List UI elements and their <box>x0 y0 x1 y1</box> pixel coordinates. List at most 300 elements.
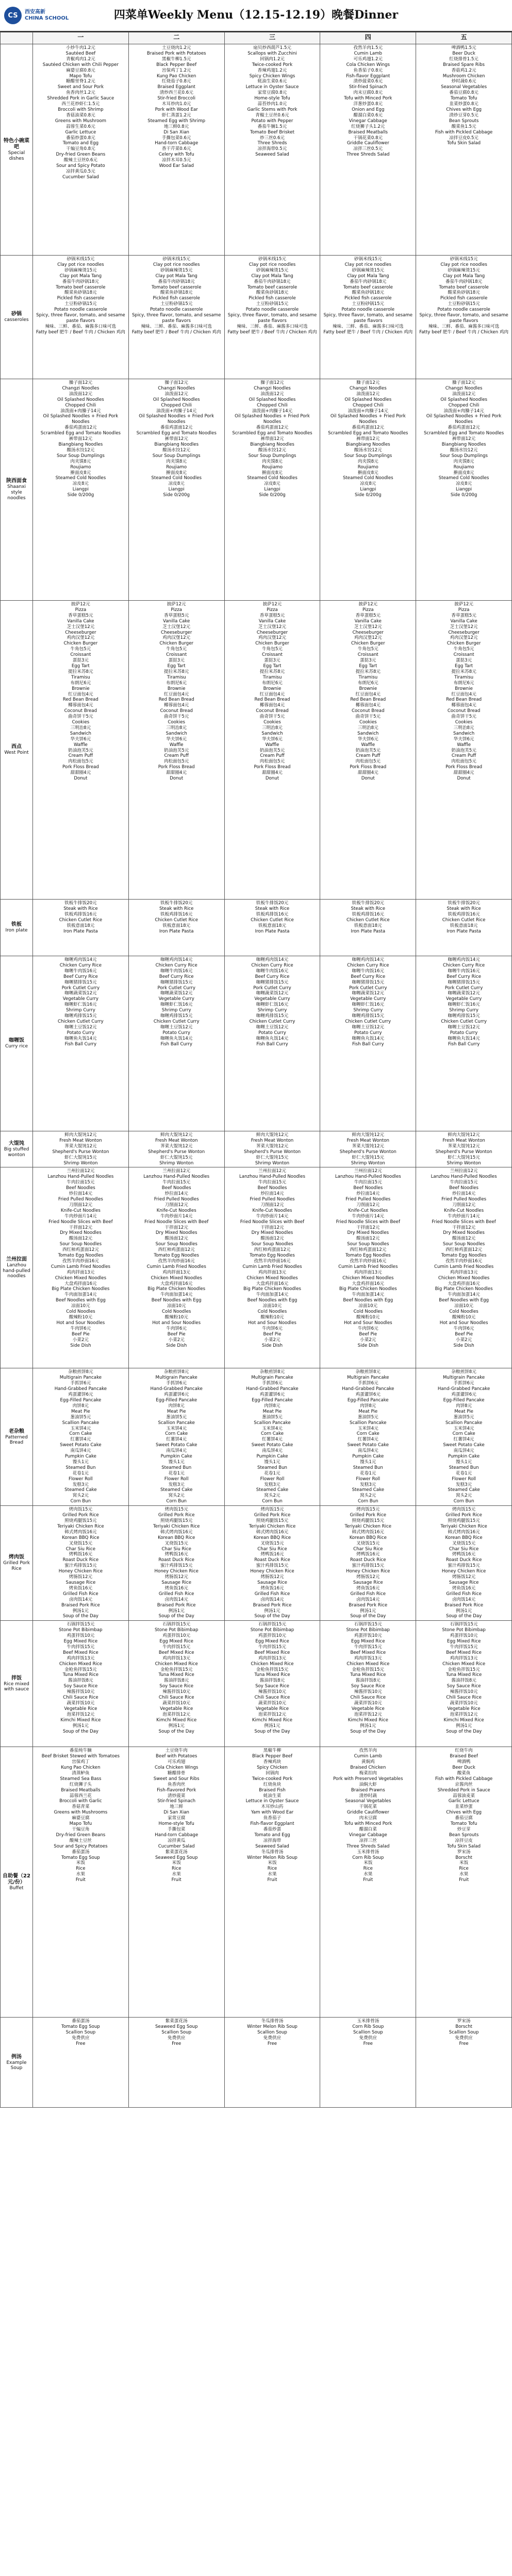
menu-item-line: 黄焖鸡 <box>361 1759 375 1765</box>
menu-item-line: Grilled Fish Rice <box>158 1591 194 1597</box>
menu-item-line: Egg Mixed Rice <box>447 1639 481 1645</box>
menu-item-line: 木耳炒山药 <box>261 1804 284 1810</box>
menu-item-line: Chives with Egg <box>446 1810 482 1816</box>
menu-item-line: Scallion Soup <box>257 2030 287 2036</box>
menu-item-line: Biangbiang Noodles <box>250 442 294 447</box>
menu-item-line: 烤鱼饭16元 <box>356 1585 380 1591</box>
menu-item-line: 大盘鸡拌面16元 <box>256 1281 289 1286</box>
menu-item-line: 香干芹菜0.6元 <box>161 146 191 152</box>
menu-item-line: Roast Duck Rice <box>254 1557 290 1563</box>
menu-cell <box>320 2018 416 2108</box>
menu-item-line: Sausage Rice <box>161 1580 192 1585</box>
menu-item-line: 三明治8元 <box>357 725 378 731</box>
menu-item-line: Tomato beef casserole <box>247 284 298 290</box>
menu-item-line: 水果 <box>76 1872 85 1877</box>
menu-item-line: Fried Noodle Slices with Beef <box>336 1219 400 1225</box>
menu-item-line: Sautéed Chicken with Chili Pepper <box>42 62 119 67</box>
menu-cell <box>416 256 512 379</box>
menu-item-line: 番茄豆腐0.8元 <box>449 90 478 96</box>
menu-item-line: 牛肉拌饭15元 <box>67 1644 95 1650</box>
menu-item-line: Beef Curry Rice <box>63 974 98 979</box>
menu-item-line: Cold Noodles <box>162 1309 191 1315</box>
menu-item-line: Shrimp Curry <box>449 1008 479 1013</box>
menu-item-line: 辣酱拌饭10元 <box>450 1689 478 1695</box>
menu-item-line: Seaweed Egg Soup <box>155 2024 198 2030</box>
menu-item-line: Pork Floss Bread <box>350 765 387 770</box>
menu-item-line: Cumin Lamb Fried Noodles <box>338 1264 398 1269</box>
menu-item-line: 肉饼8元 <box>264 1403 280 1409</box>
menu-item-line: 酱油拌饭8元 <box>355 1678 381 1684</box>
menu-item-line: 石锅拌饭15元 <box>162 1622 191 1628</box>
menu-item-line: Fried Pulled Noodles <box>58 1196 103 1202</box>
menu-item-line: 炒拉面14元 <box>164 1191 188 1197</box>
menu-item-line: 鸡肉拌饭13元 <box>450 1655 478 1661</box>
menu-item-line: Beef Curry Rice <box>255 974 290 979</box>
menu-item-line: 布朗尼6元 <box>262 680 283 686</box>
menu-item-line: 酸菜鱼1.5元 <box>451 124 476 129</box>
menu-section-row <box>1 1621 512 1747</box>
menu-item-line: Donut <box>74 776 88 782</box>
menu-item-line: Scallion Soup <box>161 2030 192 2036</box>
menu-cell <box>416 956 512 1131</box>
menu-item-line: 凉皮8元 <box>264 481 280 487</box>
menu-item-line: Fresh Meat Wonton <box>59 1138 102 1143</box>
menu-item-line: Chicken Cutlet Curry <box>249 1019 295 1024</box>
menu-item-line: Rice <box>76 1866 86 1872</box>
menu-item-line: 辣酱拌饭10元 <box>258 1689 286 1695</box>
menu-item-line: 窝头2元 <box>264 1493 280 1499</box>
menu-item-line: 土豆粉砂锅15元 <box>448 301 480 307</box>
section-label-en: West Point <box>4 750 29 756</box>
menu-item-line: 奶油泡芙5元 <box>259 748 285 753</box>
menu-item-line: 烤肠饭12元 <box>260 1574 284 1580</box>
menu-item-line: 烤肠饭12元 <box>164 1574 188 1580</box>
menu-item-line: Oil Splashed Noodles + Fried Pork <box>330 414 406 419</box>
menu-item-line: Changzi Noodles <box>349 385 387 391</box>
menu-item-line: 蔬菜拌饭10元 <box>450 1701 478 1706</box>
menu-item-line: Brownie <box>167 686 186 691</box>
menu-item-line: Steamed Cake <box>256 1487 289 1493</box>
school-logo-icon: CS <box>4 7 22 24</box>
menu-item-line: 酸汤水饺12元 <box>258 447 286 453</box>
menu-item-line: 咖喱土豆饭12元 <box>64 1024 97 1030</box>
menu-item-line: 兰州拉面12元 <box>162 1168 191 1174</box>
menu-item-line: 奶油泡芙5元 <box>68 748 93 753</box>
menu-item-line: 铁板牛排饭20元 <box>352 901 385 906</box>
menu-item-line: 擀面皮8元 <box>453 470 474 476</box>
menu-item-line: Fried Pulled Noodles <box>441 1196 487 1202</box>
menu-cell <box>128 900 224 956</box>
menu-item-line: Clay pot Mala Tang <box>59 273 102 279</box>
menu-item-line: 可乐鸡翅1.2元 <box>353 56 383 62</box>
menu-item-line: 擀面皮8元 <box>357 470 378 476</box>
menu-item-line: Lanzhou Hand-Pulled Noodles <box>431 1174 497 1180</box>
menu-item-line: 蔬菜拌饭10元 <box>258 1701 286 1706</box>
menu-item-line: Corn Bun <box>70 1499 91 1504</box>
menu-item-line: 干拌面12元 <box>69 1225 93 1230</box>
menu-item-line: Beef Curry Rice <box>159 974 194 979</box>
menu-item-line: 酸辣土豆丝 <box>69 1838 92 1843</box>
menu-item-line: Kimchi Mixed Rice <box>443 1717 484 1723</box>
menu-item-line: Changzi Noodles <box>445 385 483 391</box>
menu-item-line: Sour Soup Noodles <box>251 1242 293 1247</box>
menu-item-line: Fatty beef 肥牛 / Beef 牛肉 / Chicken 鸡肉 <box>227 329 317 335</box>
menu-item-line: 石锅拌饭15元 <box>450 1622 478 1628</box>
menu-item-line: 香菇鸡1.2元 <box>451 67 476 73</box>
menu-item-line: 刀削面12元 <box>260 1202 284 1208</box>
menu-item-line: 布朗尼6元 <box>70 680 91 686</box>
menu-item-line: Cheeseburger <box>448 630 480 635</box>
menu-item-line: 叉烧饭15元 <box>356 1540 380 1546</box>
menu-cell <box>224 1506 320 1621</box>
menu-item-line: 发糕3元 <box>72 1482 89 1487</box>
menu-item-line: 香辣鸡翅1.2元 <box>257 67 287 73</box>
menu-item-line: Pizza <box>267 607 278 613</box>
menu-item-line: Fatty beef 肥牛 / Beef 牛肉 / Chicken 鸡肉 <box>36 329 125 335</box>
menu-item-line: Hand-Grabbed Pancake <box>437 1386 490 1392</box>
menu-item-line: Tomato beef casserole <box>152 284 202 290</box>
menu-item-line: Broccoli with Garlic <box>59 1799 102 1804</box>
menu-item-line: 酸汤水饺12元 <box>354 447 382 453</box>
menu-item-line: Big Plate Chicken Noodles <box>435 1286 493 1292</box>
menu-item-line: 免费供应 <box>359 2036 377 2041</box>
menu-item-line: Sweet Potato Cake <box>443 1443 485 1448</box>
menu-item-line: Braised Pork with Potatoes <box>146 50 206 56</box>
menu-item-line: 甜甜圈4元 <box>166 770 187 776</box>
menu-item-line: 手抓饼6元 <box>70 1381 91 1386</box>
menu-item-line: 发糕3元 <box>168 1482 185 1487</box>
menu-item-line: Roast Duck Rice <box>62 1557 99 1563</box>
menu-item-line: Tomato Egg Noodles <box>250 1253 295 1259</box>
menu-item-line: 虾仁大馄饨15元 <box>352 1155 385 1160</box>
menu-item-line: Steak with Rice <box>351 906 385 911</box>
menu-item-line: Corn Cake <box>165 1431 188 1437</box>
menu-item-line: 咖喱鸡排饭15元 <box>256 1013 289 1019</box>
menu-item-line: Tomato Tofu <box>450 96 477 101</box>
menu-item-line: Knife-Cut Noodles <box>156 1208 196 1213</box>
menu-item-line: Grilled Fish Rice <box>254 1591 290 1597</box>
menu-cell <box>224 1131 320 1167</box>
menu-item-line: Egg Tart <box>359 663 377 669</box>
menu-item-line: Cold Noodles <box>449 1309 478 1315</box>
menu-item-line: Corn Rib Soup <box>352 2024 384 2030</box>
menu-item-line: 油泼面+肉臊子14元 <box>443 408 484 414</box>
menu-item-line: Roast Duck Rice <box>158 1557 194 1563</box>
menu-item-line: Side Dish <box>261 1343 283 1348</box>
menu-item-line: Grilled Fish Rice <box>350 1591 386 1597</box>
menu-item-line: 窝头2元 <box>72 1493 89 1499</box>
menu-item-line: Side Dish <box>453 1343 474 1348</box>
menu-cell <box>320 256 416 379</box>
menu-item-line: Vanilla Cake <box>258 618 286 624</box>
menu-item-line: Hot and Sour Noodles <box>248 1320 296 1326</box>
menu-item-line: Chicken Mixed Noodles <box>438 1275 490 1281</box>
menu-item-line: Kimchi Mixed Rice <box>348 1717 388 1723</box>
menu-item-line: Pizza <box>171 607 183 613</box>
menu-item-line: Sour Soup Dumplings <box>56 453 105 459</box>
menu-item-line: 糖醋排骨 <box>168 1770 186 1776</box>
menu-item-line: 清炒时蔬 <box>359 1793 377 1799</box>
menu-item-line: 番茄鸡蛋面12元 <box>64 425 97 431</box>
menu-item-line: Biangbiang Noodles <box>441 442 486 447</box>
menu-item-line: Scrambled Egg and Tomato Noodles <box>40 431 121 436</box>
menu-item-line: 清炒豆芽0.5元 <box>449 112 478 118</box>
menu-item-line: 水果 <box>172 1872 181 1877</box>
menu-item-line: 孜然羊肉1.5元 <box>353 45 383 50</box>
menu-item-line: Chicken Curry Rice <box>442 962 485 968</box>
menu-item-line: 肉松面包5元 <box>163 759 189 765</box>
menu-item-line: 孜然羊肉炒面16元 <box>158 1258 195 1264</box>
menu-item-line: Cucumber Salad <box>158 1843 195 1849</box>
menu-item-line: Sandwich <box>70 731 91 736</box>
menu-item-line: Lettuce in Oyster Sauce <box>245 1799 299 1804</box>
menu-item-line: Noodles <box>167 419 186 425</box>
menu-cell <box>416 1506 512 1621</box>
menu-item-line: Tomato Egg Noodles <box>154 1253 200 1259</box>
menu-item-line: 香辣鸡块 <box>263 1759 282 1765</box>
menu-item-line: 土豆粉砂锅15元 <box>256 301 289 307</box>
menu-item-line: 馒头1元 <box>264 1459 280 1465</box>
menu-item-line: 砂锅米线15元 <box>258 257 286 262</box>
menu-item-line: 例汤1元 <box>360 1723 376 1728</box>
menu-item-line: Scallion Pancake <box>445 1420 483 1426</box>
menu-item-line: 咖喱鸡排饭15元 <box>448 1013 480 1019</box>
menu-item-line: Tuna Mixed Rice <box>158 1672 194 1678</box>
menu-item-line: Tofu with Minced Pork <box>344 1821 392 1827</box>
menu-section-row <box>1 379 512 601</box>
menu-item-line: 冬瓜排骨汤 <box>261 2019 284 2024</box>
menu-item-line: 金枪鱼拌饭15元 <box>448 1667 480 1672</box>
menu-item-line: 罗宋汤 <box>457 2019 471 2024</box>
menu-item-line: 牛肉拌饭15元 <box>450 1644 478 1650</box>
menu-item-line: Chicken Curry Rice <box>155 962 197 968</box>
menu-cell <box>416 1131 512 1167</box>
menu-item-line: Fruit <box>267 1877 277 1883</box>
menu-item-line: 蜜汁鸡排饭15元 <box>352 1563 385 1569</box>
menu-item-line: Soup of the Day <box>62 1614 98 1619</box>
menu-item-line: Di San Xian <box>163 129 189 135</box>
menu-item-line: Chicken Curry Rice <box>251 962 293 968</box>
menu-item-line: Waffle <box>361 742 375 748</box>
menu-item-line: 烤肠饭12元 <box>356 1574 380 1580</box>
menu-item-line: Flower Roll <box>356 1476 381 1482</box>
menu-cell <box>33 900 129 956</box>
menu-item-line: 米饭 <box>459 1860 469 1866</box>
menu-item-line: Cream Puff <box>451 753 476 759</box>
menu-item-line: Kung Pao Chicken <box>61 1765 101 1771</box>
menu-item-line: 番茄炖牛腩 <box>69 1748 92 1754</box>
menu-item-line: Red Bean Bread <box>158 697 194 703</box>
menu-item-line: 番茄牛肉砂锅18元 <box>158 279 195 284</box>
menu-item-line: Roujiamo <box>453 464 474 470</box>
menu-item-line: 韩式烤肉饭16元 <box>448 1529 480 1535</box>
menu-item-line: 砂锅米线15元 <box>354 257 382 262</box>
menu-item-line: Stir-fried Spinach <box>349 84 387 90</box>
menu-item-line: 华夫饼6元 <box>166 736 187 742</box>
menu-item-line: 铁板意面18元 <box>67 923 95 928</box>
menu-item-line: Beef Noodles with Egg <box>439 1298 489 1303</box>
section-label-en: Shaanxi style noodles <box>7 484 26 501</box>
menu-item-line: 咖喱鸡排饭15元 <box>160 1013 193 1019</box>
menu-item-line: Braised Spare Ribs <box>443 62 485 67</box>
menu-item-line: Sour Soup Noodles <box>442 1242 485 1247</box>
menu-item-line: Three Shreds <box>257 141 287 146</box>
menu-item-line: Cumin Lamb <box>354 50 382 56</box>
menu-item-line: Pumpkin Cake <box>64 1454 96 1460</box>
menu-item-line: 葱油饼5元 <box>453 1414 474 1420</box>
menu-item-line: 咖喱鱼丸饭14元 <box>160 1036 193 1041</box>
menu-item-line: 醋溜白菜 <box>359 1827 377 1832</box>
menu-item-line: Korean BBQ Rice <box>349 1535 387 1540</box>
menu-item-line: Braised Meatballs <box>348 129 388 135</box>
menu-item-line: Hand-Grabbed Pancake <box>150 1386 203 1392</box>
menu-item-line: 红烧鱼块 <box>263 1782 282 1787</box>
menu-item-line: 椰蓉面包4元 <box>259 703 285 708</box>
menu-item-line: Soup of the Day <box>62 1728 98 1734</box>
menu-cell <box>224 1747 320 2018</box>
menu-item-line: Knife-Cut Noodles <box>348 1208 388 1213</box>
menu-item-line: 西红柿鸡蛋面12元 <box>445 1247 483 1253</box>
menu-item-line: Tomato beef casserole <box>56 284 106 290</box>
menu-item-line: Pork Floss Bread <box>254 765 291 770</box>
menu-item-line: 韩式烤肉饭16元 <box>256 1529 289 1535</box>
menu-item-line: Beef Noodles <box>161 1185 191 1191</box>
menu-item-line: 照烧鸡腿饭15元 <box>64 1518 97 1523</box>
menu-item-line: 披萨12元 <box>358 602 378 607</box>
menu-item-line: Corn Cake <box>69 1431 92 1437</box>
menu-item-line: Flower Roll <box>164 1476 189 1482</box>
menu-item-line: Scallion Pancake <box>350 1420 387 1426</box>
menu-item-line: Tuna Mixed Rice <box>445 1672 482 1678</box>
menu-item-line: 干拌面12元 <box>356 1225 380 1230</box>
menu-item-line: 木耳炒肉1.0元 <box>161 101 191 107</box>
menu-item-line: Sausage Rice <box>353 1580 383 1585</box>
menu-item-line: Honey Chicken Rice <box>250 1569 294 1574</box>
menu-item-line: 葱油饼5元 <box>70 1414 91 1420</box>
menu-item-line: Egg Mixed Rice <box>159 1639 193 1645</box>
menu-item-line: 小菜2元 <box>168 1337 185 1343</box>
menu-item-line: 杂粮煎饼8元 <box>68 1369 93 1375</box>
menu-item-line: Fried Noodle Slices with Beef <box>240 1219 305 1225</box>
menu-item-line: Beef Noodles <box>449 1185 478 1191</box>
menu-item-line: Corn Bun <box>262 1499 283 1504</box>
menu-item-line: Potato noodle casserole <box>341 307 395 313</box>
menu-item-line: Noodles <box>72 419 90 425</box>
menu-item-line: 大盘鸡拌面16元 <box>160 1281 193 1286</box>
menu-item-line: 卤肉饭14元 <box>356 1597 380 1602</box>
menu-item-line: 咖喱虾仁饭16元 <box>352 1002 385 1008</box>
menu-item-line: 青椒鸡肉1.2元 <box>66 56 95 62</box>
menu-item-line: 辣味、三鲜、番茄、麻酱多口味可选 <box>141 324 212 329</box>
menu-item-line: 叉烧饭15元 <box>69 1540 93 1546</box>
menu-item-line: 烤鸭饭16元 <box>260 1552 284 1557</box>
menu-item-line: Steamed Bun <box>65 1465 96 1470</box>
menu-item-line: Biangbiang Noodles <box>154 442 199 447</box>
menu-item-line: Egg Mixed Rice <box>255 1639 289 1645</box>
menu-item-line: Chicken Burger <box>159 641 194 647</box>
menu-item-line: 油泼面+肉臊子14元 <box>156 408 197 414</box>
menu-item-line: Chili Sauce Rice <box>446 1695 482 1701</box>
menu-item-line: 砂锅米线15元 <box>67 257 95 262</box>
menu-item-line: Mushroom Chicken <box>442 73 485 79</box>
menu-item-line: 咖喱虾仁饭16元 <box>448 1002 480 1008</box>
menu-item-line: Free <box>76 2041 86 2046</box>
menu-item-line: 干拌面12元 <box>452 1225 476 1230</box>
section-label-en: Buffet <box>9 1885 24 1891</box>
menu-item-line: 青椒土豆丝0.6元 <box>255 112 289 118</box>
menu-item-line: Dry Mixed Noodles <box>443 1230 485 1236</box>
menu-item-line: 凉拌木耳0.5元 <box>161 158 191 163</box>
menu-item-line: Chicken Cutlet Curry <box>153 1019 200 1024</box>
menu-item-line: 布朗尼6元 <box>166 680 187 686</box>
menu-item-line: Side 0/200g <box>450 493 477 498</box>
menu-item-line: 鸡蛋拌饭10元 <box>162 1633 191 1639</box>
menu-item-line: Potato noodle casserole <box>437 307 490 313</box>
menu-item-line: 照烧鸡腿饭15元 <box>256 1518 289 1523</box>
menu-item-line: Korean BBQ Rice <box>253 1535 291 1540</box>
menu-item-line: 肉松面包5元 <box>68 759 93 765</box>
menu-item-line: Fatty beef 肥牛 / Beef 牛肉 / Chicken 鸡肉 <box>323 329 413 335</box>
menu-item-line: 烤鸭饭16元 <box>356 1552 380 1557</box>
menu-item-line: Cream Puff <box>356 753 381 759</box>
menu-item-line: 牛肉拉面15元 <box>450 1180 478 1185</box>
menu-item-line: 金枪鱼拌饭15元 <box>64 1667 97 1672</box>
menu-item-line: 鸡蛋灌饼6元 <box>163 1392 189 1398</box>
menu-item-line: Beef Noodles with Egg <box>343 1298 393 1303</box>
menu-item-line: 酸菜鱼砂锅18元 <box>448 290 480 296</box>
menu-body <box>1 44 512 2108</box>
menu-item-line: Mapo Tofu <box>69 73 92 79</box>
menu-item-line: 鸡蛋拌饭10元 <box>258 1633 286 1639</box>
menu-item-line: 炒拉面14元 <box>452 1191 476 1197</box>
menu-item-line: Biangbiang Noodles <box>345 442 390 447</box>
menu-item-line: 例汤1元 <box>168 1608 185 1614</box>
menu-item-line: 冬瓜排骨汤 <box>261 1849 284 1855</box>
section-label-en: Lanzhou hand-pulled noodles <box>3 1262 30 1279</box>
menu-item-line: 炒三丝0.6元 <box>259 135 285 141</box>
menu-item-line: Croissant <box>261 652 283 658</box>
menu-item-line: 醋溜白菜0.6元 <box>353 112 383 118</box>
menu-item-line: Rice <box>363 1866 373 1872</box>
menu-item-line: Scallion Soup <box>449 2030 479 2036</box>
menu-item-line: 韩式烤肉饭16元 <box>160 1529 193 1535</box>
menu-item-line: 提拉米苏8元 <box>163 669 189 674</box>
menu-item-line: 咖喱鱼丸饭14元 <box>352 1036 385 1041</box>
menu-item-line: Tomato Egg Noodles <box>345 1253 391 1259</box>
menu-item-line: 铁板意面18元 <box>258 923 286 928</box>
menu-item-line: Egg Tart <box>263 663 282 669</box>
menu-item-line: 虾仁蒸蛋1.2元 <box>161 112 191 118</box>
menu-item-line: 南瓜饼4元 <box>70 1448 91 1454</box>
menu-item-line: Potato noodle casserole <box>245 307 299 313</box>
menu-item-line: 布朗尼6元 <box>453 680 474 686</box>
menu-item-line: 凉面10元 <box>71 1303 90 1309</box>
menu-item-line: Clay pot Mala Tang <box>442 273 485 279</box>
menu-item-line: Chicken Cutlet Rice <box>59 917 103 923</box>
menu-item-line: 刀削面12元 <box>69 1202 93 1208</box>
menu-item-line: 牛角包5元 <box>357 647 378 652</box>
menu-item-line: 石锅拌饭15元 <box>354 1622 382 1628</box>
menu-item-line: 土豆粉砂锅15元 <box>352 301 385 307</box>
menu-item-line: Shrimp Curry <box>257 1008 287 1013</box>
menu-item-line: Chicken Cutlet Curry <box>441 1019 487 1024</box>
menu-item-line: 三明治8元 <box>166 725 187 731</box>
menu-item-line: Stone Pot Bibimbap <box>442 1628 486 1633</box>
menu-cell <box>320 44 416 256</box>
menu-item-line: Hot and Sour Noodles <box>56 1320 105 1326</box>
menu-item-line: Dry Mixed Noodles <box>251 1230 293 1236</box>
menu-item-line: Egg Mixed Rice <box>63 1639 98 1645</box>
